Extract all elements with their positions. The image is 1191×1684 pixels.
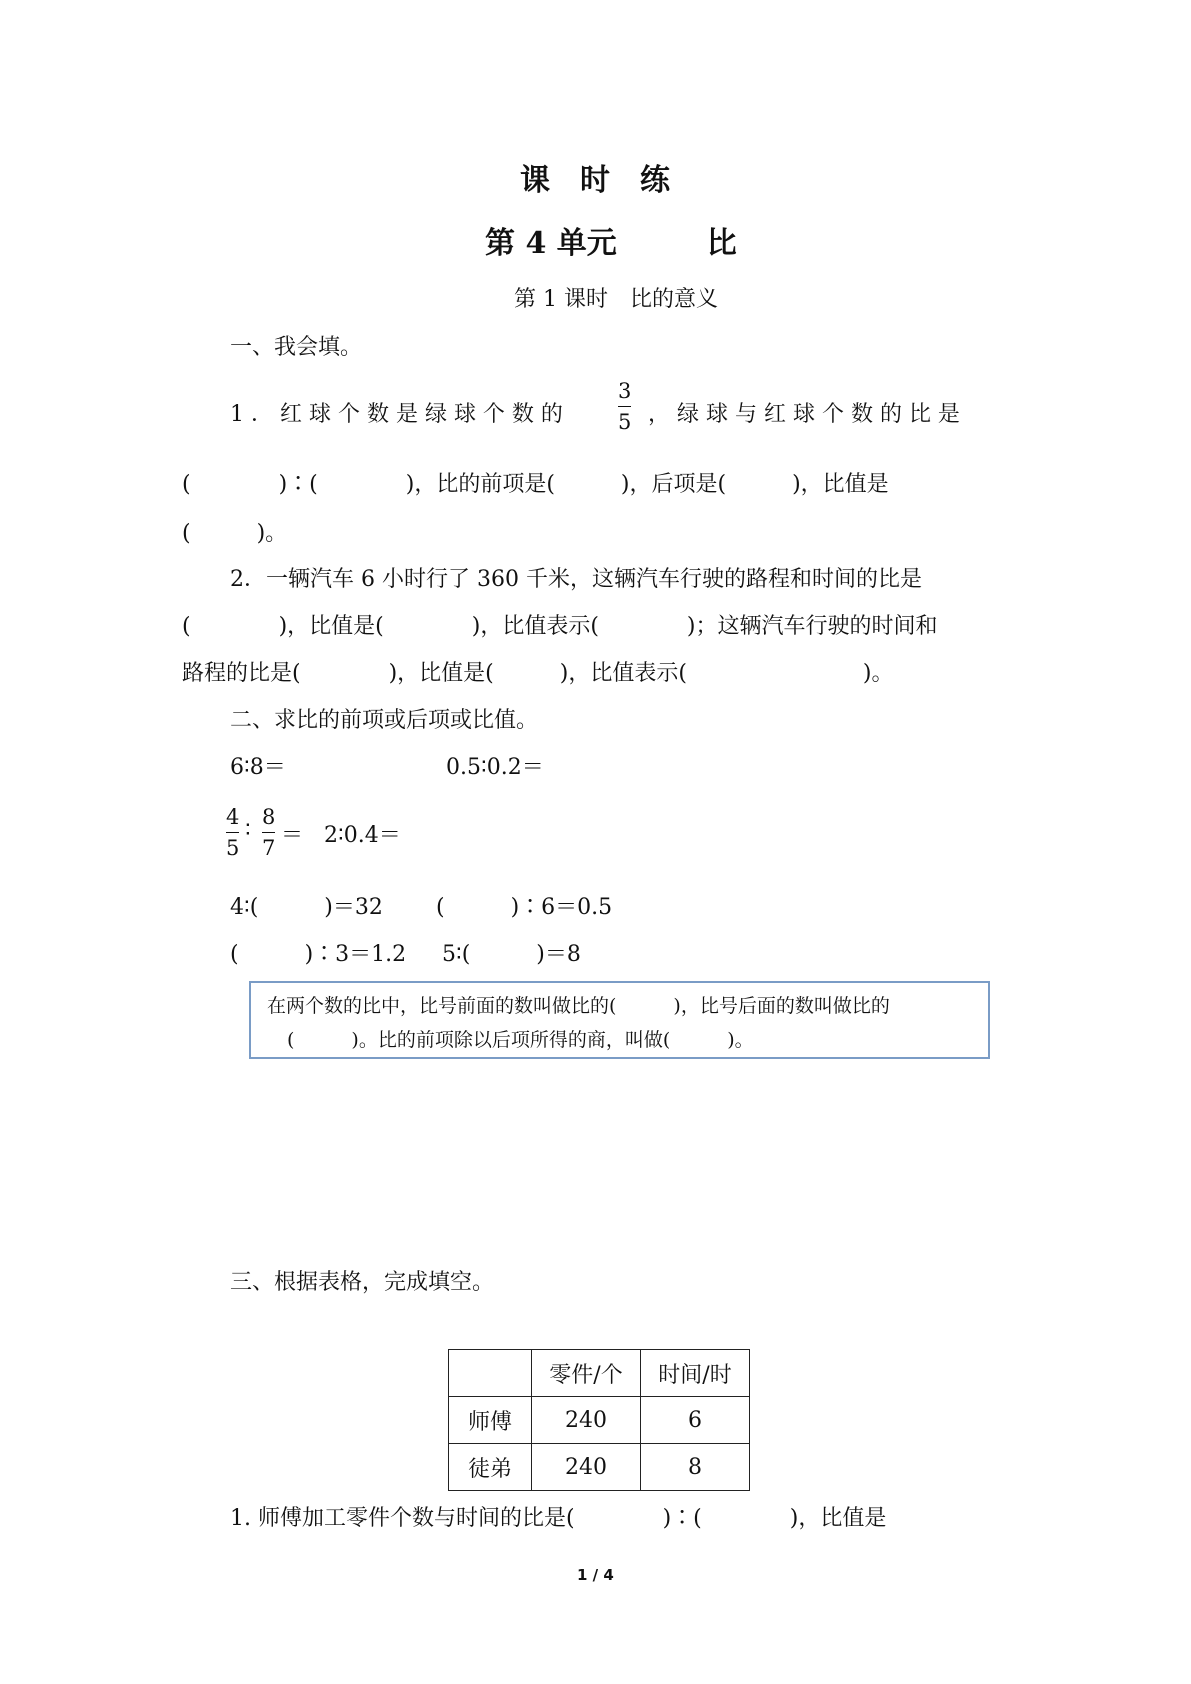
frac2-denominator: 7 [262,836,276,860]
lesson-title: 第 1 课时 比的意义 [514,287,718,312]
definition-box [249,981,990,1059]
table-header-row [449,1350,750,1397]
table-cell: 240 [532,1444,641,1491]
q2-line1: 2．一辆汽车 6 小时行了 360 千米，这辆汽车行驶的路程和时间的比是 [230,567,922,592]
ratio-6-8: 6∶8＝ [230,755,286,780]
table-header-cell: 零件/个 [532,1350,641,1397]
section1-heading: 一、我会填。 [230,335,363,360]
ratio-4-blank: 4∶( )＝32 [230,895,383,920]
ratio-2-04: 2∶0.4＝ [324,823,401,848]
q1-fraction [618,378,631,435]
fraction-bar [262,832,275,833]
q1-line3: ( )。 [182,521,288,546]
q1-fraction-denominator: 5 [618,410,632,434]
definition-line1: 在两个数的比中，比号前面的数叫做比的( )，比号后面的数叫做比的 [267,995,890,1017]
unit-title: 第 4 单元 比 [485,226,737,261]
fraction-bar [618,406,631,407]
table-cell: 240 [532,1397,641,1444]
ratio-colon: ∶ [245,818,251,843]
q1-fraction-numerator: 3 [618,379,632,403]
section3-heading: 三、根据表格，完成填空。 [230,1270,495,1295]
ratio-blank-3: ( )∶3＝1.2 [230,942,407,967]
q2-line2: ( )，比值是( )，比值表示( )；这辆汽车行驶的时间和 [182,614,938,639]
q1-line2: ( )∶( )，比的前项是( )，后项是( )，比值是 [182,472,889,497]
frac1-denominator: 5 [226,836,240,860]
table-row [449,1397,750,1444]
table-cell: 6 [641,1397,750,1444]
ratio-5-blank: 5∶( )＝8 [442,942,581,967]
ratio-frac2 [262,804,275,861]
section3-q1: 1. 师傅加工零件个数与时间的比是( )∶( )，比值是 [230,1506,887,1531]
table-row [449,1444,750,1491]
ratio-blank-6: ( )∶6＝0.5 [436,895,613,920]
table-cell: 师傅 [449,1397,532,1444]
frac2-numerator: 8 [262,805,276,829]
ratio-equals: ＝ [281,823,304,848]
fraction-bar [226,832,239,833]
frac1-numerator: 4 [226,805,240,829]
table-header-cell: 时间/时 [641,1350,750,1397]
q2-line3: 路程的比是( )，比值是( )，比值表示( )。 [182,661,894,686]
page-number: 1 / 4 [577,1566,614,1584]
table-cell: 8 [641,1444,750,1491]
section2-heading: 二、求比的前项或后项或比值。 [230,708,539,733]
ratio-05-02: 0.5∶0.2＝ [446,755,544,780]
table-cell: 徒弟 [449,1444,532,1491]
data-table [448,1349,750,1491]
ratio-frac1 [226,804,239,861]
definition-line2: ( )。比的前项除以后项所得的商，叫做( )。 [287,1029,754,1051]
q1-text-before: 1 ． 红 球 个 数 是 绿 球 个 数 的 [230,402,563,427]
table-header-cell [449,1350,532,1397]
page-title: 课 时 练 [520,163,670,198]
q1-text-after: ， 绿 球 与 红 球 个 数 的 比 是 [648,402,960,427]
